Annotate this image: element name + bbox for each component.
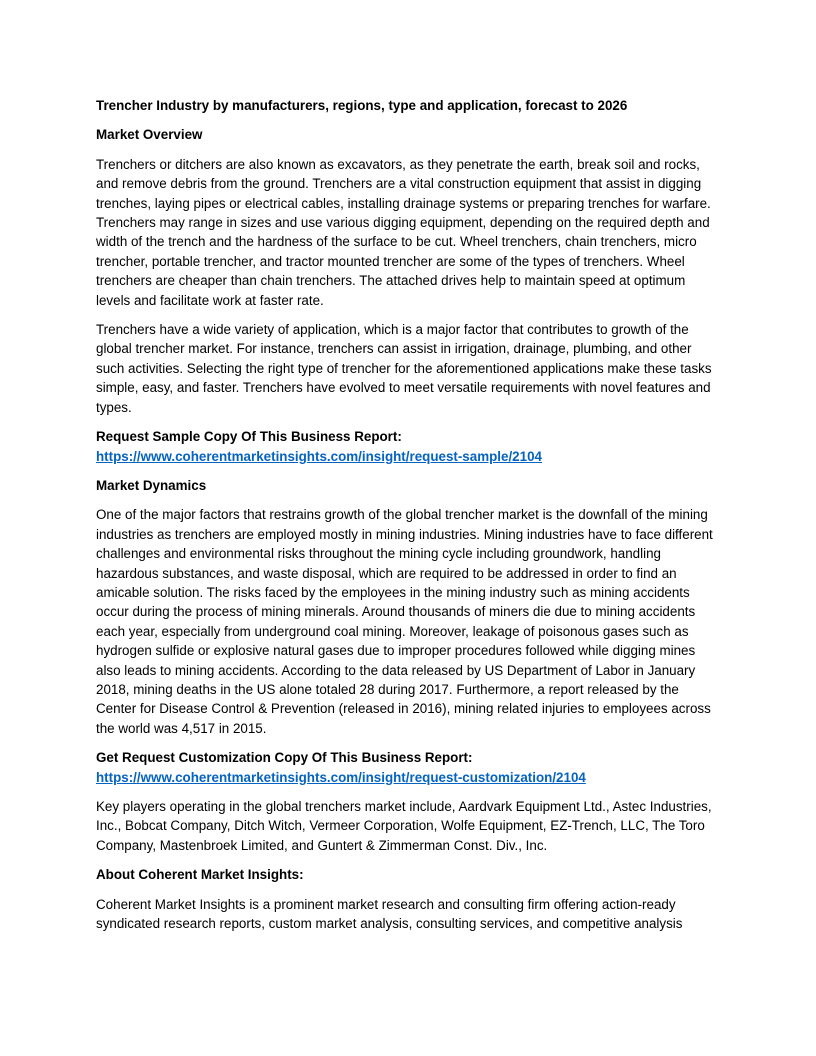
market-dynamics-paragraph: One of the major factors that restrains growth of the global trencher market is the downfall of the mining industries as trenchers are employed mostly in mining industries. Mining industries have to face different challenges and environmental risks throughout the mining cycle including groundwork, handling hazardous substances, and waste disposal, which are required to be addressed in order to find an amicable solution. The risks faced by the employees in the mining industry such as mining accidents occur during the process of mining minerals. Around thousands of miners die due to mining accidents each year, especially from underground coal mining. Moreover, leakage of poisonous gases such as hydrogen sulfide or explosive natural gases due to improper procedures followed while digging mines also leads to mining accidents. According to the data released by US Department of Labor in January 2018, mining deaths in the US alone totaled 28 during 2017. Furthermore, a report released by the Center for Disease Control & Prevention (released in 2016), mining related injuries to employees across the world was 4,517 in 2015.	[96, 507, 713, 736]
about-heading: About Coherent Market Insights:	[96, 867, 304, 883]
sample-request-label: Request Sample Copy Of This Business Report:	[96, 429, 402, 445]
about-paragraph: Coherent Market Insights is a prominent market research and consulting firm offering action-ready syndicated research reports, custom market analysis, consulting services, and competitive analysis	[96, 896, 683, 932]
market-overview-heading: Market Overview	[96, 127, 203, 143]
sample-request-link[interactable]: https://www.coherentmarketinsights.com/insight/request-sample/2104	[96, 448, 542, 464]
market-overview-paragraph-2: Trenchers have a wide variety of application, which is a major factor that contributes to growth of the global trencher market. For instance, trenchers can assist in irrigation, drainage, plumbing, and other such activities. Selecting the right type of trencher for the aforementioned applications make these tasks simple, easy, and faster. Trenchers have evolved to meet versatile requirements with novel features and types.	[96, 322, 712, 415]
customization-request-block	[96, 748, 722, 787]
customization-request-label: Get Request Customization Copy Of This Business Report:	[96, 750, 473, 766]
market-overview-paragraph-1: Trenchers or ditchers are also known as excavators, as they penetrate the earth, break soil and rocks, and remove debris from the ground. Trenchers are a vital construction equipment that assist in digging trenches, laying pipes or electrical cables, installing drainage systems or preparing trenches for warfare. Trenchers may range in sizes and use various digging equipment, depending on the required depth and width of the trench and the hardness of the surface to be cut. Wheel trenchers, chain trenchers, micro trencher, portable trencher, and tractor mounted trencher are some of the types of trenchers. Wheel trenchers are cheaper than chain trenchers. The attached drives help to maintain speed at optimum levels and facilitate work at faster rate.	[96, 156, 711, 308]
key-players-paragraph: Key players operating in the global trenchers market include, Aardvark Equipment Ltd., Astec Industries, Inc., Bobcat Company, Ditch Witch, Vermeer Corporation, Wolfe Equipment, EZ-Trench, LLC, The Toro Company, Mastenbroek Limited, and Guntert & Zimmerman Const. Div., Inc.	[96, 799, 712, 853]
market-dynamics-heading: Market Dynamics	[96, 477, 207, 493]
document-title: Trencher Industry by manufacturers, regions, type and application, forecast to 2026	[96, 98, 628, 113]
document-page	[96, 96, 722, 943]
customization-request-link[interactable]: https://www.coherentmarketinsights.com/insight/request-customization/2104	[96, 769, 586, 785]
sample-request-block	[96, 427, 722, 466]
